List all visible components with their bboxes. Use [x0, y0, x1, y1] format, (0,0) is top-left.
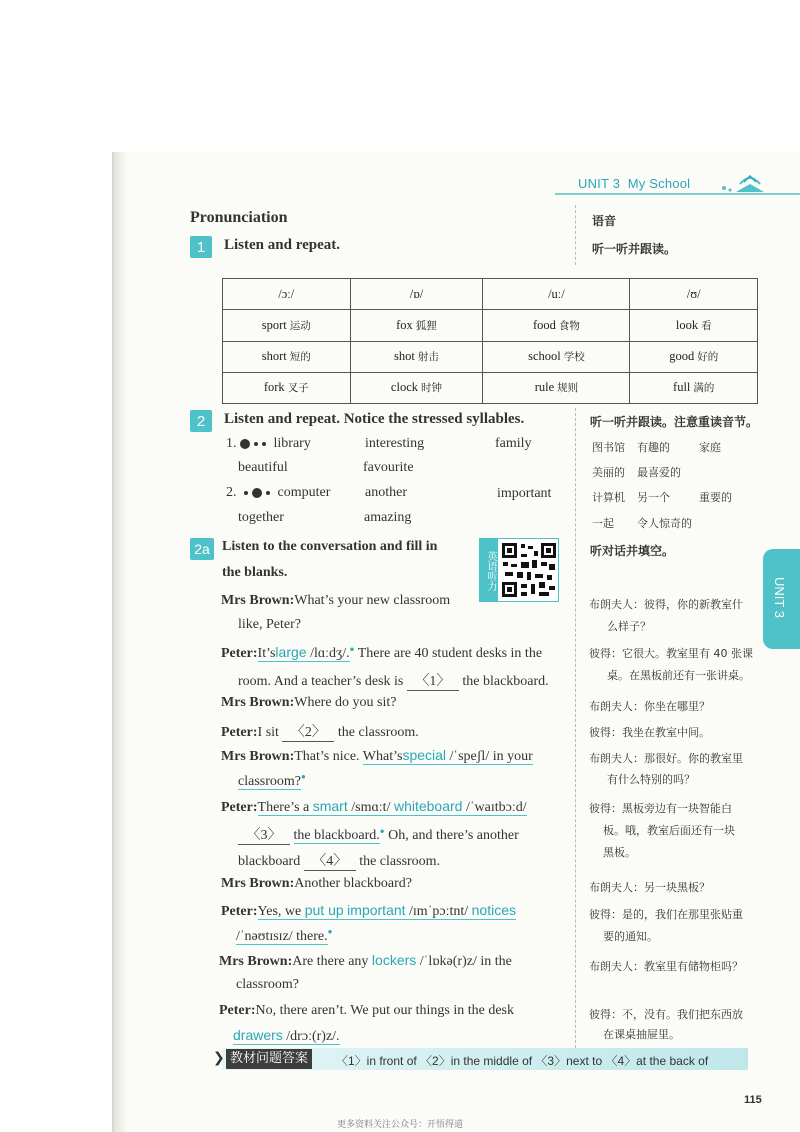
exercise-title-zh: 听一听并跟读。 [592, 242, 677, 256]
stress-pattern-2: 2. computer [226, 485, 331, 500]
dialogue-zh: 在课桌抽屉里。 [603, 1028, 680, 1041]
table-header-cell: /ɒ/ [350, 279, 483, 310]
section-title: Pronunciation [190, 209, 288, 226]
dialogue-zh: 黑板。 [603, 846, 636, 859]
word: important [497, 486, 552, 501]
dialogue-zh: 布朗夫人：那很好。你的教室里 [589, 752, 743, 765]
qr-code-panel[interactable] [479, 538, 559, 602]
word-zh: 家庭 [699, 441, 721, 454]
phonics-table [222, 278, 758, 404]
word: amazing [364, 510, 412, 525]
dialogue-zh: 彼得：不，没有。我们把东西放 [589, 1008, 743, 1021]
table-row [223, 372, 758, 403]
table-cell: rule 规则 [483, 372, 630, 403]
dialogue-line: /ˈnəʊtɪsɪz/ there.● [236, 927, 333, 944]
dialogue-zh: 布朗夫人：教室里有储物柜吗？ [589, 960, 743, 973]
stress-pattern-1: 1. library [226, 436, 311, 451]
answer-key-text: 〈1〉in front of 〈2〉in the middle of 〈3〉next to 〈4〉at the back of [336, 1054, 709, 1068]
dialogue-line: Mrs Brown:Another blackboard? [221, 876, 413, 891]
dialogue-line: 〈3〉 the blackboard.● Oh, and there’s another [238, 824, 519, 845]
answer-blank: 〈2〉 [282, 721, 334, 742]
word: another [365, 485, 407, 500]
dialogue-zh: 彼得：黑板旁边有一块智能白 [589, 802, 732, 815]
dialogue-line: like, Peter? [238, 617, 301, 632]
answer-key-label: 教材问题答案 [226, 1049, 312, 1069]
dialogue-zh: 桌。在黑板前还有一张讲桌。 [607, 669, 750, 682]
table-header-cell: /ʊ/ [630, 279, 758, 310]
footer-note: 更多资料关注公众号：开悟得道 [336, 1120, 463, 1130]
table-row [223, 341, 758, 372]
unit-label: UNIT 3 [578, 176, 621, 191]
word-zh: 另一个 [637, 491, 670, 504]
table-cell: sport 运动 [223, 310, 351, 341]
unit-name: My School [627, 176, 691, 191]
dialogue-line: drawers /drɔː(r)z/. [233, 1027, 340, 1044]
dialogue-zh: 布朗夫人：彼得，你的新教室什 [589, 598, 743, 611]
table-header-cell: /ɔː/ [223, 279, 351, 310]
dialogue-zh: 要的通知。 [603, 930, 658, 943]
exercise-title-zh: 听对话并填空。 [590, 544, 675, 558]
table-cell: school 学校 [483, 341, 630, 372]
table-row [223, 310, 758, 341]
dialogue-line: Mrs Brown:Where do you sit? [221, 695, 397, 710]
dialogue-zh: 布朗夫人：你坐在哪里？ [589, 700, 710, 713]
dialogue-zh: 彼得：它很大。教室里有 40 张课 [589, 647, 753, 660]
table-cell: food 食物 [483, 310, 630, 341]
stressed-dot-icon [240, 439, 250, 449]
exercise-number: 2 [190, 410, 212, 432]
page-number: 115 [744, 1094, 762, 1106]
answer-blank: 〈1〉 [407, 670, 459, 691]
book-ornament-icon [718, 170, 778, 196]
dialogue-line: Peter:It’slarge /lɑːdʒ/.● There are 40 student desks in the [221, 644, 543, 661]
column-divider [575, 408, 576, 1048]
unstressed-dot-icon [254, 442, 258, 446]
word: interesting [365, 436, 425, 451]
word-zh: 美丽的 [592, 466, 625, 479]
dialogue-line: Peter:Yes, we put up important /ɪmˈpɔːtnt/ notices [221, 902, 516, 919]
qr-code-icon [501, 542, 557, 598]
answer-blank: 〈3〉 [238, 824, 290, 845]
word-zh: 有趣的 [637, 441, 670, 454]
dialogue-line: Peter:No, there aren’t. We put our things in the desk [219, 1003, 514, 1018]
dialogue-line: Peter:There’s a smart /smɑːt/ whiteboard /ˈwaɪtbɔːd/ [221, 798, 527, 815]
unstressed-dot-icon [266, 491, 270, 495]
word-zh: 令人惊奇的 [637, 517, 692, 530]
page-gutter-shadow [114, 152, 128, 1132]
unstressed-dot-icon [262, 442, 266, 446]
dialogue-zh: 板。哦，教室后面还有一块 [603, 824, 735, 837]
dialogue-line: room. And a teacher’s desk is 〈1〉 the blackboard. [238, 670, 549, 691]
table-cell: shot 射击 [350, 341, 483, 372]
dialogue-line: Peter:I sit 〈2〉 the classroom. [221, 721, 419, 742]
table-cell: look 看 [630, 310, 758, 341]
dialogue-line: classroom?● [238, 772, 306, 789]
dialogue-zh: 布朗夫人：另一块黑板？ [589, 881, 710, 894]
answer-blank: 〈4〉 [304, 850, 356, 871]
exercise-title: Listen and repeat. Notice the stressed syllables. [224, 411, 525, 427]
column-divider [575, 205, 576, 265]
stressed-dot-icon [252, 488, 262, 498]
section-title-zh: 语音 [592, 214, 617, 228]
dialogue-line: Mrs Brown:That’s nice. What’sspecial /ˈspeʃl/ in your [221, 747, 533, 764]
chevron-right-icon: ❯ [213, 1050, 225, 1066]
exercise-title-cont: the blanks. [222, 565, 288, 580]
qr-label: 英语听力 [480, 539, 498, 601]
table-cell: clock 时钟 [350, 372, 483, 403]
exercise-title-zh: 听一听并跟读。注意重读音节。 [590, 415, 759, 429]
dialogue-zh: 彼得：是的，我们在那里张贴重 [589, 908, 743, 921]
word-zh: 计算机 [592, 491, 625, 504]
table-header-row [223, 279, 758, 310]
word-zh: 最喜爱的 [637, 466, 681, 479]
unstressed-dot-icon [244, 491, 248, 495]
dialogue-zh: 彼得：我坐在教室中间。 [589, 726, 710, 739]
word: beautiful [238, 460, 288, 475]
word: together [238, 510, 284, 525]
word-zh: 一起 [592, 517, 614, 530]
unit-side-tab [763, 549, 800, 649]
dialogue-line: Mrs Brown:What’s your new classroom [221, 593, 451, 608]
dialogue-line: Mrs Brown:Are there any lockers /ˈlɒkə(r)z/ in the [219, 952, 512, 969]
exercise-number: 1 [190, 236, 212, 258]
dialogue-line: classroom? [236, 977, 299, 992]
table-cell: full 满的 [630, 372, 758, 403]
word-zh: 图书馆 [592, 441, 625, 454]
dialogue-zh: 有什么特别的吗？ [607, 773, 695, 786]
dialogue-zh: 么样子？ [607, 620, 651, 633]
word-zh: 重要的 [699, 491, 732, 504]
dialogue-line: blackboard 〈4〉 the classroom. [238, 850, 440, 871]
table-header-cell: /uː/ [483, 279, 630, 310]
word: family [495, 436, 532, 451]
table-cell: good 好的 [630, 341, 758, 372]
side-tab-label: UNIT 3 [772, 577, 787, 618]
word: favourite [363, 460, 414, 475]
page-header [578, 176, 690, 191]
exercise-number: 2a [190, 538, 214, 560]
table-cell: fork 叉子 [223, 372, 351, 403]
table-cell: fox 狐狸 [350, 310, 483, 341]
table-cell: short 短的 [223, 341, 351, 372]
exercise-title: Listen and repeat. [224, 237, 340, 253]
exercise-title: Listen to the conversation and fill in [222, 539, 438, 554]
